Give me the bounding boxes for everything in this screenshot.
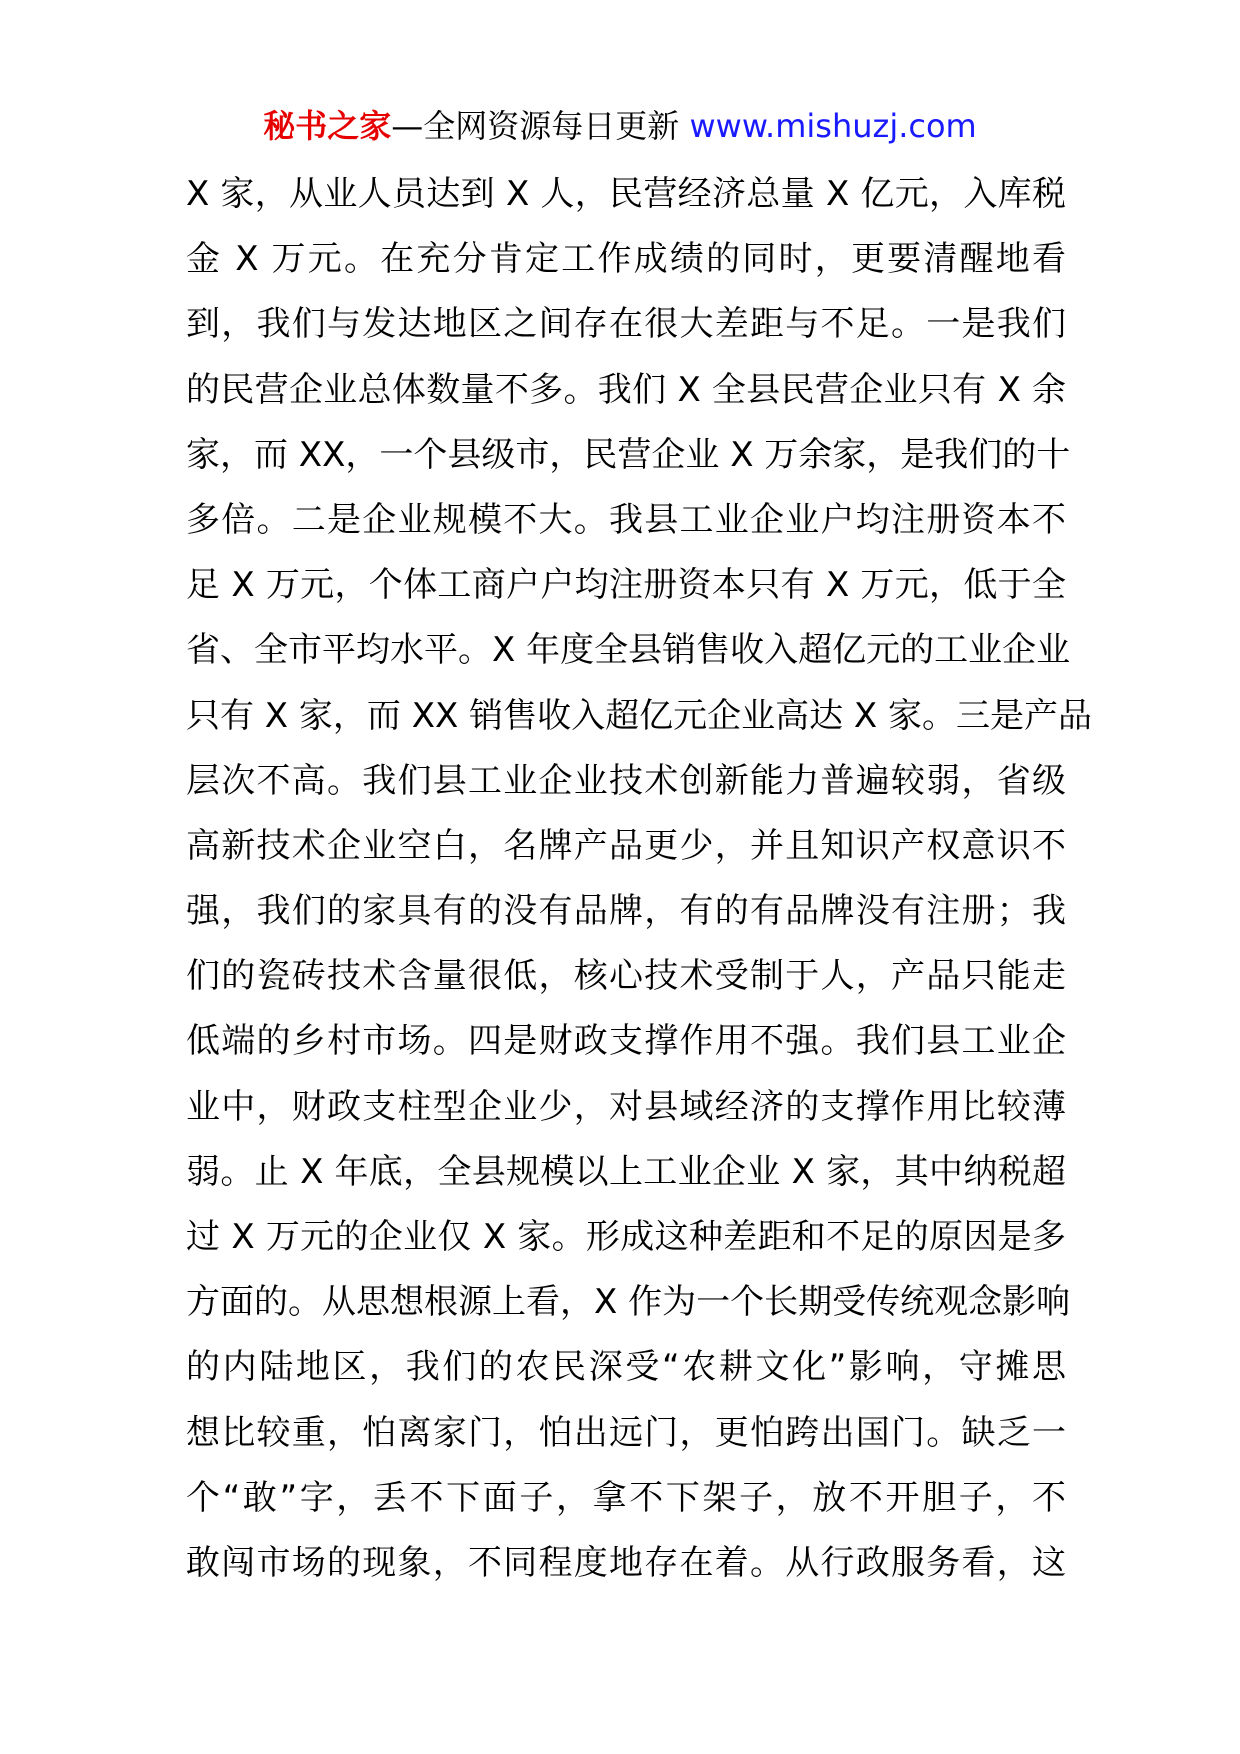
text-line: 高新技术企业空白，名牌产品更少，并且知识产权意识不	[186, 825, 1066, 866]
text-line: 只有 X 家，而 XX 销售收入超亿元企业高达 X 家。三是产品	[186, 695, 1093, 736]
text-line: 家，而 XX，一个县级市，民营企业 X 万余家，是我们的十	[186, 434, 1071, 475]
text-line: 们的瓷砖技术含量很低，核心技术受制于人，产品只能走	[186, 956, 1066, 997]
text-line: 的民营企业总体数量不多。我们 X 全县民营企业只有 X 余	[186, 369, 1066, 410]
text-line: 低端的乡村市场。四是财政支撑作用不强。我们县工业企	[186, 1021, 1066, 1062]
text-line: 层次不高。我们县工业企业技术创新能力普遍较弱，省级	[186, 760, 1066, 801]
text-line: 弱。止 X 年底，全县规模以上工业企业 X 家，其中纳税超	[186, 1151, 1066, 1192]
header-tagline: —全网资源每日更新	[391, 107, 690, 145]
text-line: 省、全市平均水平。X 年度全县销售收入超亿元的工业企业	[186, 630, 1071, 671]
text-line: 过 X 万元的企业仅 X 家。形成这种差距和不足的原因是多	[186, 1217, 1066, 1257]
text-line: 想比较重，怕离家门，怕出远门，更怕跨出国门。缺乏一	[186, 1412, 1066, 1453]
text-line: 敢闯市场的现象，不同程度地存在着。从行政服务看，这	[186, 1542, 1066, 1583]
text-line: X 家，从业人员达到 X 人，民营经济总量 X 亿元，入库税	[186, 174, 1066, 214]
text-line: 足 X 万元，个体工商户户均注册资本只有 X 万元，低于全	[186, 565, 1066, 606]
website-link[interactable]: www.mishuzj.com	[689, 107, 977, 145]
text-line: 业中，财政支柱型企业少，对县域经济的支撑作用比较薄	[186, 1086, 1066, 1127]
text-line: 多倍。二是企业规模不大。我县工业企业户均注册资本不	[186, 499, 1066, 540]
document-body	[186, 162, 1093, 1596]
text-line: 方面的。从思想根源上看，X 作为一个长期受传统观念影响	[186, 1282, 1071, 1323]
text-line: 金 X 万元。在充分肯定工作成绩的同时，更要清醒地看	[186, 239, 1066, 280]
text-line: 强，我们的家具有的没有品牌，有的有品牌没有注册；我	[186, 891, 1066, 932]
text-line: 到，我们与发达地区之间存在很大差距与不足。一是我们	[186, 304, 1066, 345]
text-line: 的内陆地区，我们的农民深受“农耕文化”影响，守摊思	[186, 1347, 1066, 1388]
page-header	[0, 104, 1240, 148]
text-line: 个“敢”字，丢不下面子，拿不下架子，放不开胆子，不	[186, 1477, 1066, 1518]
brand-name: 秘书之家	[263, 107, 392, 145]
